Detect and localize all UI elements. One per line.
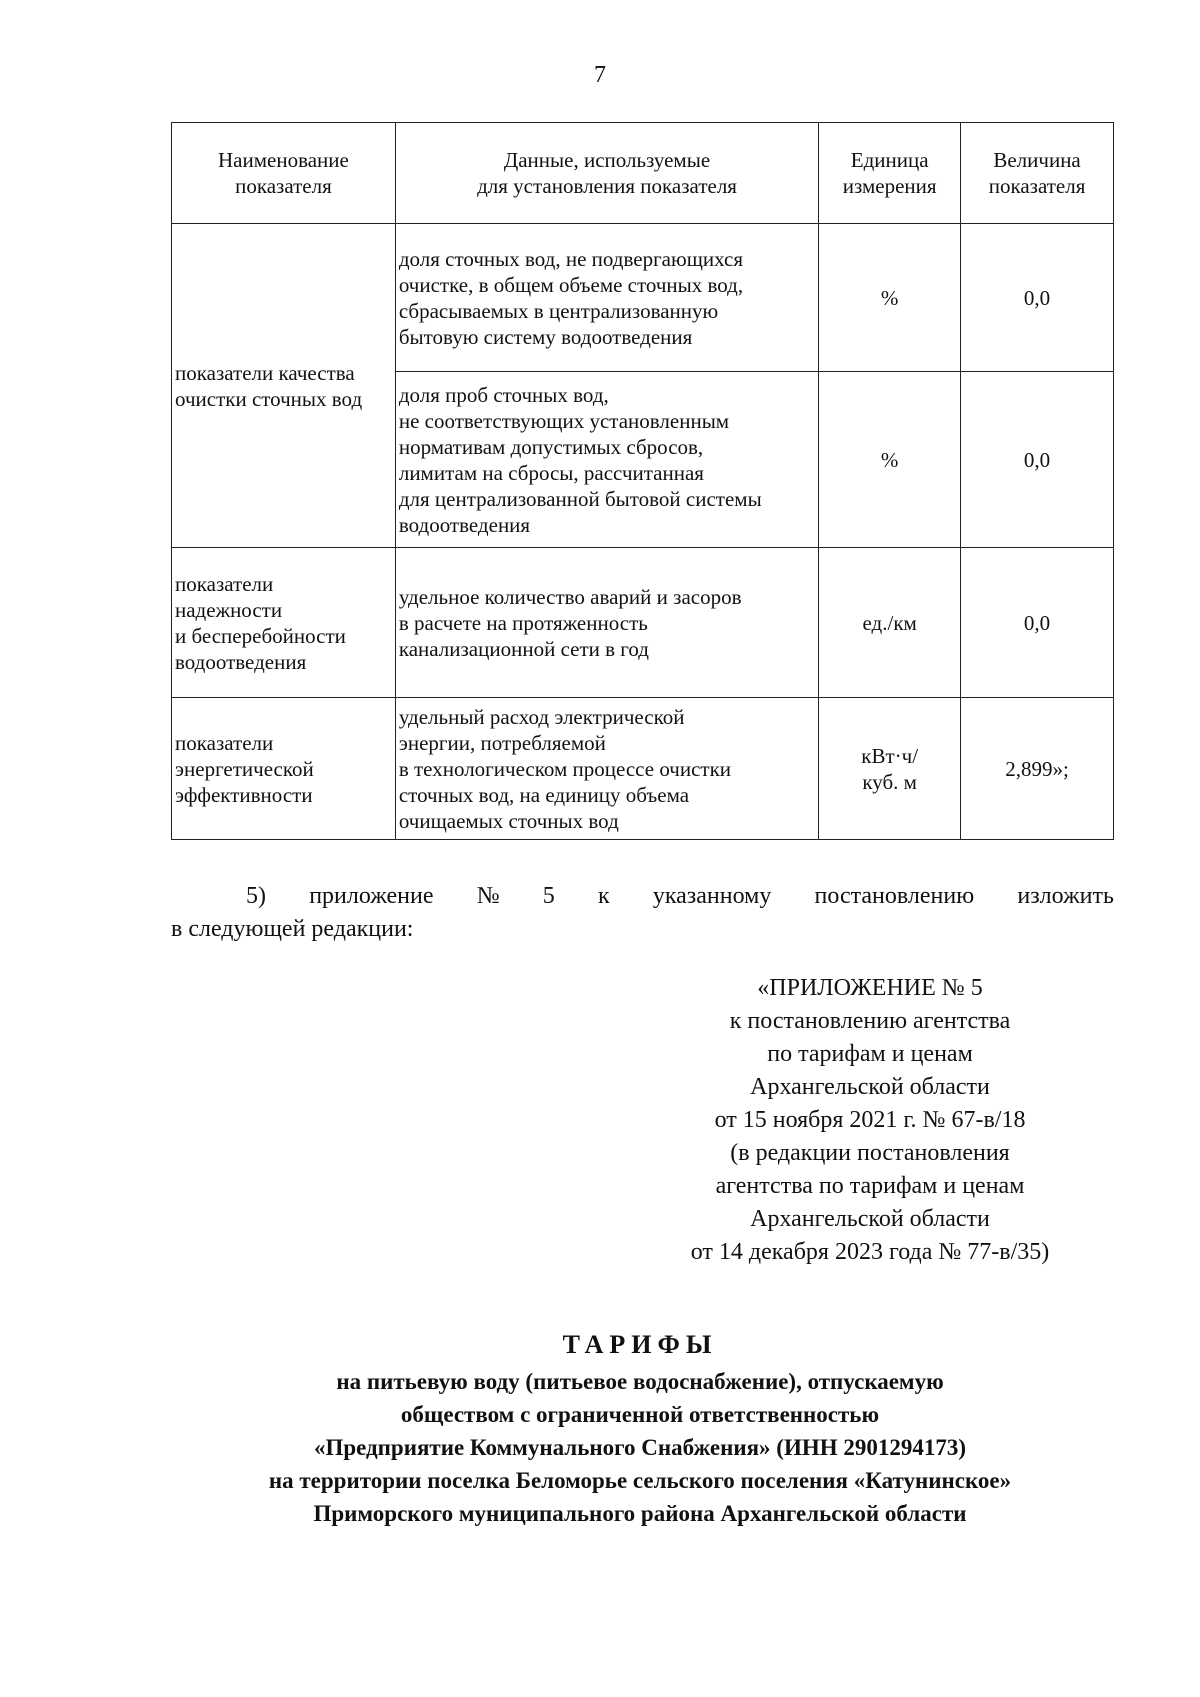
item5-word: изложить — [1017, 883, 1114, 909]
item5-word: № — [476, 883, 500, 909]
unit-cell: ед./км — [819, 548, 961, 698]
item5-word: постановлению — [814, 883, 975, 909]
appendix-line: Архангельской области — [750, 1206, 990, 1232]
appendix-header — [640, 972, 1100, 1269]
header-source-data: Данные, используемые для установления показателя — [395, 123, 818, 224]
indicator-name-cell: показатели энергетической эффективности — [172, 698, 396, 840]
tariff-title: ТАРИФЫ — [562, 1330, 718, 1359]
page-number: 7 — [594, 62, 606, 88]
item5-paragraph — [171, 880, 1114, 946]
appendix-line: (в редакции постановления — [730, 1140, 1010, 1166]
value-cell: 2,899»; — [961, 698, 1114, 840]
appendix-line: агентства по тарифам и ценам — [715, 1173, 1025, 1199]
source-data-cell: удельный расход электрической энергии, потребляемой в технологическом процессе очистки сточных вод, на единицу объема очищаемых сточных вод — [395, 698, 818, 840]
appendix-line: к постановлению агентства — [729, 1008, 1011, 1034]
value-cell: 0,0 — [961, 224, 1114, 372]
item5-word: указанному — [652, 883, 772, 909]
appendix-line: «ПРИЛОЖЕНИЕ № 5 — [757, 975, 983, 1001]
appendix-line: по тарифам и ценам — [767, 1041, 973, 1067]
appendix-line: от 15 ноября 2021 г. № 67-в/18 — [714, 1107, 1026, 1133]
unit-cell: % — [819, 372, 961, 548]
tariff-subtitle-line: Приморского муниципального района Архангельской области — [313, 1501, 967, 1526]
item5-second-line: в следующей редакции: — [171, 916, 414, 942]
source-data-cell: доля сточных вод, не подвергающихся очистке, в общем объеме сточных вод, сбрасываемых в централизованную бытовую систему водоотведения — [395, 224, 818, 372]
value-cell: 0,0 — [961, 372, 1114, 548]
header-unit: Единица измерения — [819, 123, 961, 224]
header-value: Величина показателя — [961, 123, 1114, 224]
tariff-subtitle-line: на территории поселка Беломорье сельского поселения «Катунинское» — [268, 1468, 1012, 1493]
item5-word: к — [597, 883, 610, 909]
item5-word: 5 — [542, 883, 555, 909]
item5-word: приложение — [309, 883, 434, 909]
tariff-subtitle-line: обществом с ограниченной ответственностью — [400, 1402, 880, 1427]
item5-word: 5) — [246, 883, 266, 909]
item5-first-line — [171, 880, 1114, 913]
tariff-heading — [140, 1328, 1140, 1530]
appendix-line: Архангельской области — [750, 1074, 990, 1100]
unit-cell: % — [819, 224, 961, 372]
appendix-line: от 14 декабря 2023 года № 77-в/35) — [690, 1239, 1050, 1265]
header-indicator-name: Наименование показателя — [172, 123, 396, 224]
indicator-name-cell: показатели качества очистки сточных вод — [172, 224, 396, 548]
source-data-cell: доля проб сточных вод, не соответствующих установленным нормативам допустимых сбросов, лимитам на сбросы, рассчитанная для централизованной бытовой системы водоотведения — [395, 372, 818, 548]
tariff-subtitle-line: на питьевую воду (питьевое водоснабжение), отпускаемую — [336, 1369, 944, 1394]
unit-cell: кВт·ч/ куб. м — [819, 698, 961, 840]
tariff-subtitle-line: «Предприятие Коммунального Снабжения» (ИНН 2901294173) — [313, 1435, 967, 1460]
indicators-table — [171, 122, 1114, 840]
table-row — [172, 698, 1114, 840]
source-data-cell: удельное количество аварий и засоров в расчете на протяженность канализационной сети в год — [395, 548, 818, 698]
value-cell: 0,0 — [961, 548, 1114, 698]
table-row — [172, 224, 1114, 372]
indicator-name-cell: показатели надежности и бесперебойности водоотведения — [172, 548, 396, 698]
table-row — [172, 548, 1114, 698]
table-header-row — [172, 123, 1114, 224]
